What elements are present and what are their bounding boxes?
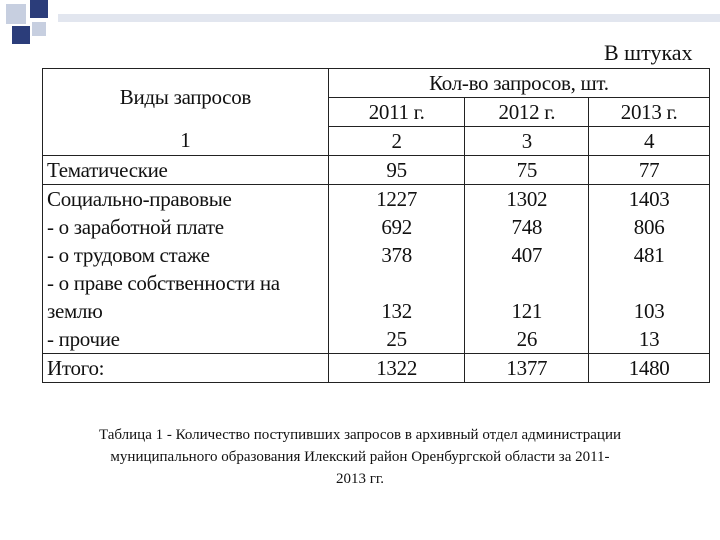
table-row [43, 325, 710, 354]
total-value: 1480 [589, 354, 710, 383]
total-label: Итого: [43, 354, 329, 383]
total-row [43, 354, 710, 383]
cell-value: 26 [465, 325, 589, 354]
cell-value: 748 [465, 213, 589, 241]
table-row [43, 213, 710, 241]
table-row [43, 241, 710, 269]
decor-line [58, 14, 720, 22]
column-number: 1 [43, 127, 329, 156]
header-year: 2011 г. [328, 98, 465, 127]
header-year: 2013 г. [589, 98, 710, 127]
cell-value: 13 [589, 325, 710, 354]
row-label: Тематические [43, 156, 329, 185]
cell-value [465, 269, 589, 297]
row-label: - о праве собственности на [43, 269, 329, 297]
row-label: - о заработной плате [43, 213, 329, 241]
cell-value [589, 269, 710, 297]
column-number: 3 [465, 127, 589, 156]
decor-square-1 [6, 4, 26, 24]
cell-value: 806 [589, 213, 710, 241]
cell-value: 132 [328, 297, 465, 325]
cell-value: 95 [328, 156, 465, 185]
table-caption [40, 424, 680, 490]
cell-value: 75 [465, 156, 589, 185]
row-label: Социально-правовые [43, 185, 329, 214]
cell-value: 1403 [589, 185, 710, 214]
row-label: землю [43, 297, 329, 325]
caption-line: муниципального образования Илекский район Оренбургской области за 2011- [110, 449, 610, 465]
table-row [43, 156, 710, 185]
decor-square-2 [30, 0, 48, 18]
cell-value: 407 [465, 241, 589, 269]
cell-value: 121 [465, 297, 589, 325]
cell-value [328, 269, 465, 297]
cell-value: 481 [589, 241, 710, 269]
decor-square-4 [32, 22, 46, 36]
units-label: В штуках [604, 40, 693, 65]
header-type: Виды запросов [43, 69, 329, 127]
header-year: 2012 г. [465, 98, 589, 127]
decor-square-3 [12, 26, 30, 44]
row-label: - о трудовом стаже [43, 241, 329, 269]
table-row [43, 269, 710, 297]
cell-value: 77 [589, 156, 710, 185]
cell-value: 692 [328, 213, 465, 241]
cell-value: 1302 [465, 185, 589, 214]
total-value: 1377 [465, 354, 589, 383]
header-group: Кол-во запросов, шт. [328, 69, 709, 98]
cell-value: 103 [589, 297, 710, 325]
table-row [43, 185, 710, 214]
cell-value: 25 [328, 325, 465, 354]
cell-value: 1227 [328, 185, 465, 214]
requests-table [42, 68, 710, 383]
row-label: - прочие [43, 325, 329, 354]
column-number: 2 [328, 127, 465, 156]
column-number: 4 [589, 127, 710, 156]
total-value: 1322 [328, 354, 465, 383]
table-row [43, 297, 710, 325]
caption-line: Таблица 1 - Количество поступивших запросов в архивный отдел администрации [98, 427, 622, 443]
cell-value: 378 [328, 241, 465, 269]
caption-line: 2013 гг. [335, 471, 385, 487]
